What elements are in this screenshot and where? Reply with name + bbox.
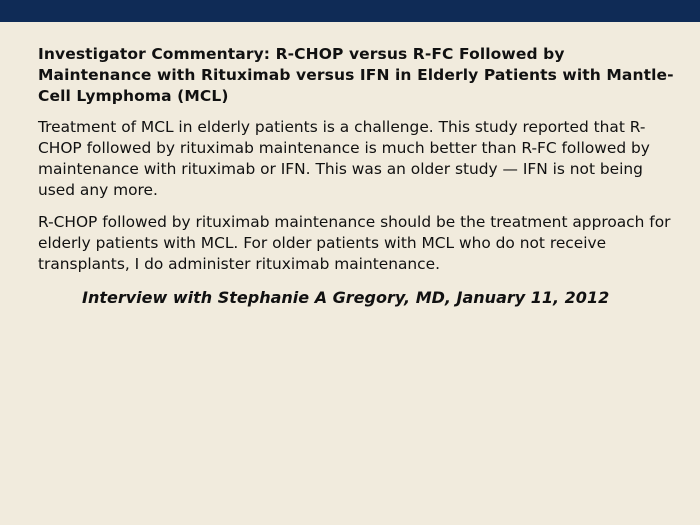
- commentary-paragraph-2: R-CHOP followed by rituximab maintenance should be the treatment approach for elderly patients with MCL. For older patients with MCL who do not receive transplants, I do administer rituximab maintenance.: [38, 213, 671, 273]
- slide-title: Investigator Commentary: R-CHOP versus R-FC Followed by Maintenance with Rituximab versus IFN in Elderly Patients with Mantle-Cell Lymphoma (MCL): [38, 45, 674, 105]
- commentary-paragraph-1: Treatment of MCL in elderly patients is a challenge. This study reported that R-CHOP followed by rituximab maintenance is much better than R-FC followed by maintenance with rituximab or IFN. This was an older study — IFN is not being used any more.: [38, 118, 650, 199]
- top-banner: [0, 0, 700, 22]
- interview-citation: Interview with Stephanie A Gregory, MD, January 11, 2012: [82, 288, 610, 307]
- slide-content: [38, 44, 678, 308]
